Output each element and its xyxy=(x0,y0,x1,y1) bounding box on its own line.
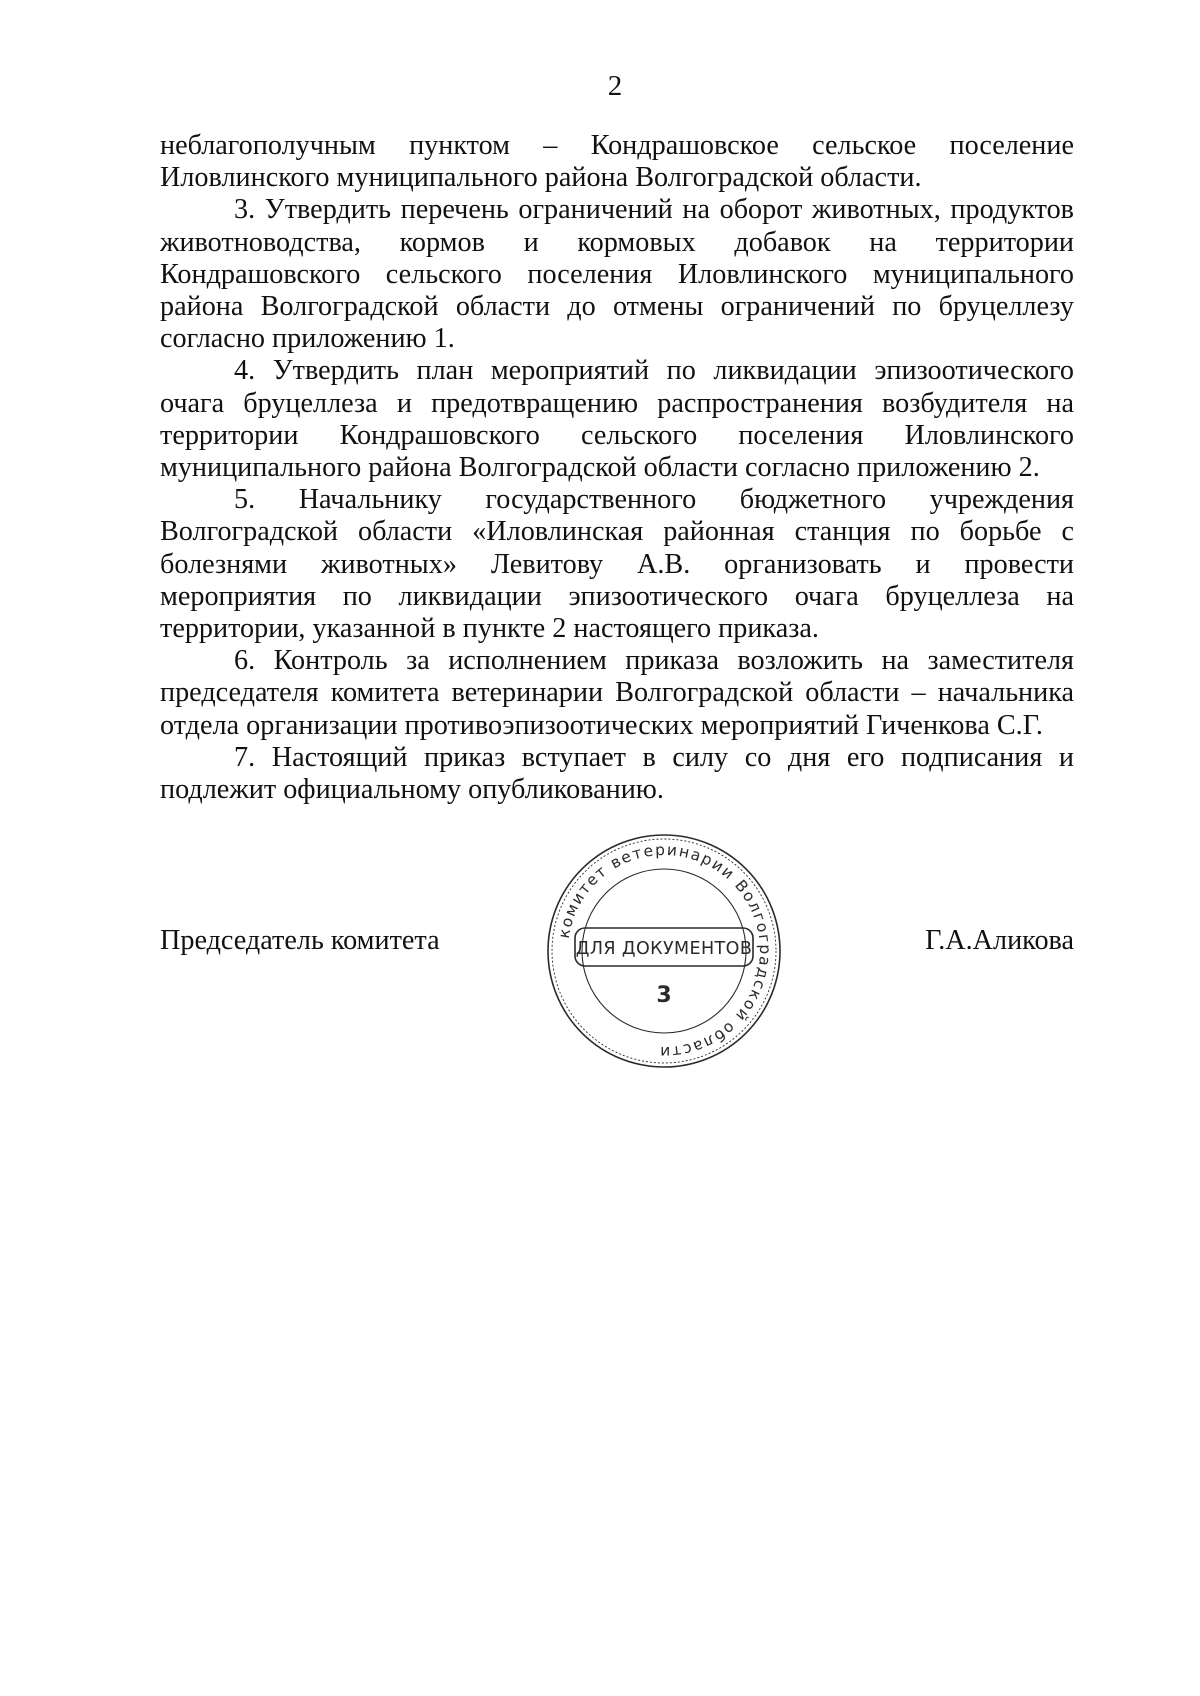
paragraph-item-7: 7. Настоящий приказ вступает в силу со дня его подписания и подлежит официальному опубликованию. xyxy=(160,741,1074,806)
document-body xyxy=(160,130,1074,806)
seal-center-text: ДЛЯ ДОКУМЕНТОВ xyxy=(575,939,753,959)
page-number: 2 xyxy=(607,70,623,102)
signatory-title: Председатель комитета xyxy=(160,925,440,956)
official-seal xyxy=(543,830,785,1072)
seal-outer-text: комитет ветеринарии Волгоградской области xyxy=(554,840,775,1062)
signatory-name: Г.А.Аликова xyxy=(925,925,1074,956)
paragraph-continuation: неблагополучным пунктом – Кондрашовское сельское поселение Иловлинского муниципального района Волгоградской области. xyxy=(160,130,1074,194)
paragraph-item-4: 4. Утвердить план мероприятий по ликвидации эпизоотического очага бруцеллеза и предотвращению распространения возбудителя на территории Кондрашовского сельского поселения Иловлинского муниципального района Волгоградской области согласно приложению 2. xyxy=(160,355,1074,484)
seal-graphic xyxy=(543,830,785,1072)
seal-number: 3 xyxy=(656,983,672,1008)
paragraph-item-6: 6. Контроль за исполнением приказа возложить на заместителя председателя комитета ветеринарии Волгоградской области – начальника отдела организации противоэпизоотических мероприятий Гиченкова С.Г. xyxy=(160,645,1074,741)
paragraph-item-5: 5. Начальнику государственного бюджетного учреждения Волгоградской области «Иловлинская районная станция по борьбе с болезнями животных» Левитову А.В. организовать и провести мероприятия по ликвидации эпизоотического очага бруцеллеза на территории, указанной в пункте 2 настоящего приказа. xyxy=(160,484,1074,645)
paragraph-item-3: 3. Утвердить перечень ограничений на оборот животных, продуктов животноводства, кормов и кормовых добавок на территории Кондрашовского сельского поселения Иловлинского муниципального района Волгоградской области до отмены ограничений по бруцеллезу согласно приложению 1. xyxy=(160,194,1074,355)
